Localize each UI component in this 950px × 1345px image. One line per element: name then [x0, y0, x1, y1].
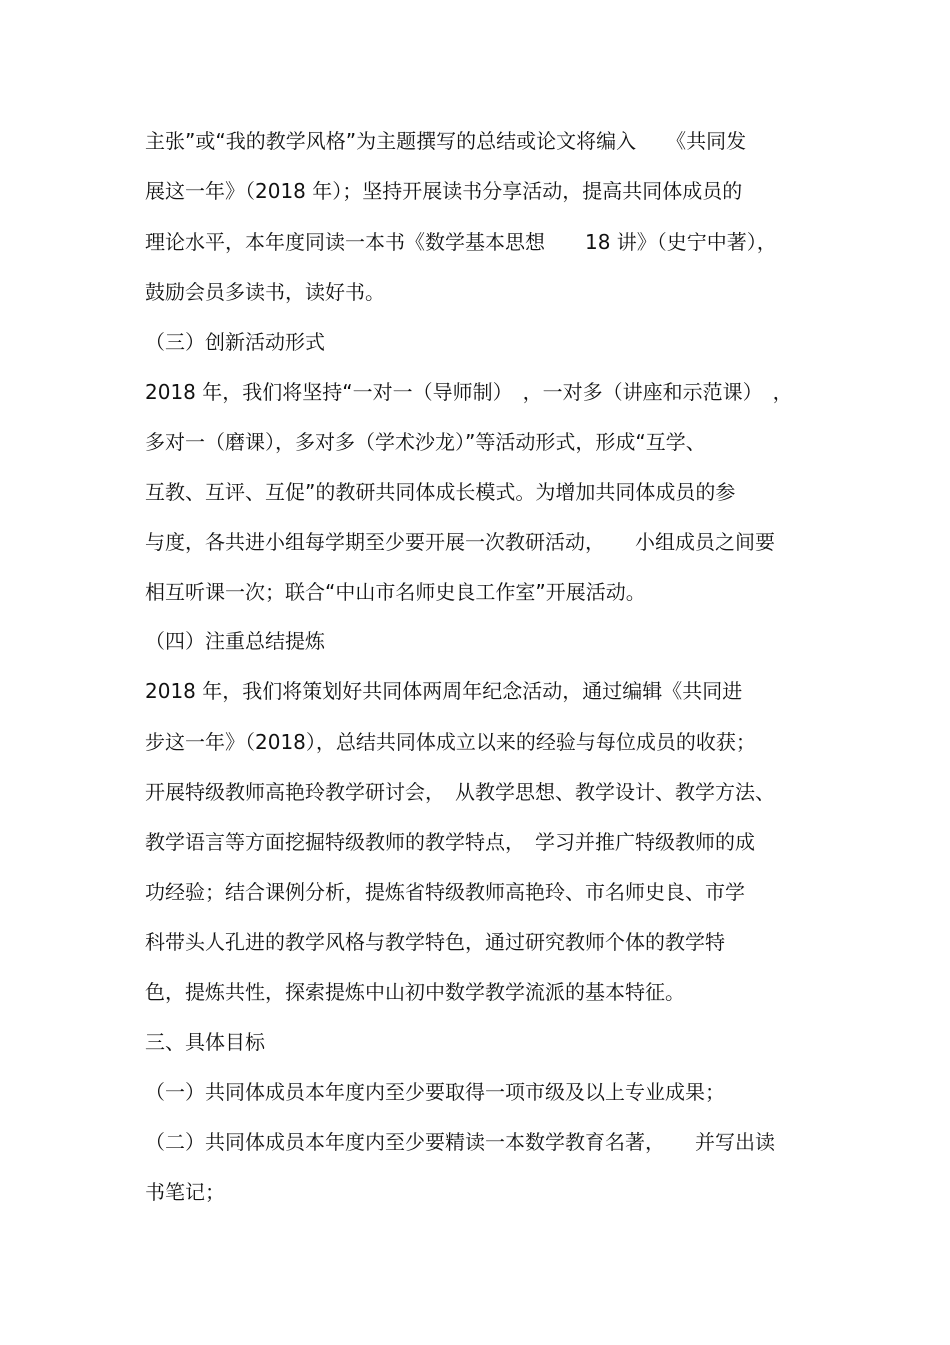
- text-line: （二）共同体成员本年度内至少要精读一本数学教育名著， 并写出读: [145, 1130, 775, 1154]
- text-line: 开展特级教师高艳玲教学研讨会， 从教学思想、教学设计、教学方法、: [145, 780, 775, 804]
- text-line: 鼓励会员多读书，读好书。: [145, 280, 385, 304]
- text-line: 展这一年》（2018 年）；坚持开展读书分享活动，提高共同体成员的: [145, 179, 743, 203]
- text-line: 教学语言等方面挖掘特级教师的教学特点， 学习并推广特级教师的成: [145, 830, 755, 854]
- text-line: 色，提炼共性，探索提炼中山初中数学教学流派的基本特征。: [145, 980, 685, 1004]
- text-line: 多对一（磨课），多对多（学术沙龙）”等活动形式，形成“互学、: [145, 430, 706, 454]
- section-heading: 三、具体目标: [145, 1030, 265, 1054]
- text-line: 互教、互评、互促”的教研共同体成长模式。为增加共同体成员的参: [145, 480, 736, 504]
- text-line: 与度，各共进小组每学期至少要开展一次教研活动， 小组成员之间要: [145, 530, 775, 554]
- text-line: 相互听课一次；联合“中山市名师史良工作室”开展活动。: [145, 580, 646, 604]
- text-line: 主张”或“我的教学风格”为主题撰写的总结或论文将编入 《共同发: [145, 129, 747, 153]
- section-heading: （四）注重总结提炼: [145, 629, 325, 653]
- section-heading: （三）创新活动形式: [145, 330, 325, 354]
- text-line: 2018 年，我们将坚持“一对一（导师制） ，一对多（讲座和示范课） ，: [145, 380, 793, 404]
- text-line: 功经验；结合课例分析，提炼省特级教师高艳玲、市名师史良、市学: [145, 880, 745, 904]
- text-line: 步这一年》（2018），总结共同体成立以来的经验与每位成员的收获；: [145, 730, 756, 754]
- text-line: 科带头人孔进的教学风格与教学特色，通过研究教师个体的教学特: [145, 930, 725, 954]
- text-line: 理论水平，本年度同读一本书《数学基本思想 18 讲》（史宁中著），: [145, 230, 777, 254]
- text-line: 2018 年，我们将策划好共同体两周年纪念活动，通过编辑《共同进: [145, 679, 743, 703]
- text-line: 书笔记；: [145, 1180, 225, 1204]
- text-line: （一）共同体成员本年度内至少要取得一项市级及以上专业成果；: [145, 1080, 725, 1104]
